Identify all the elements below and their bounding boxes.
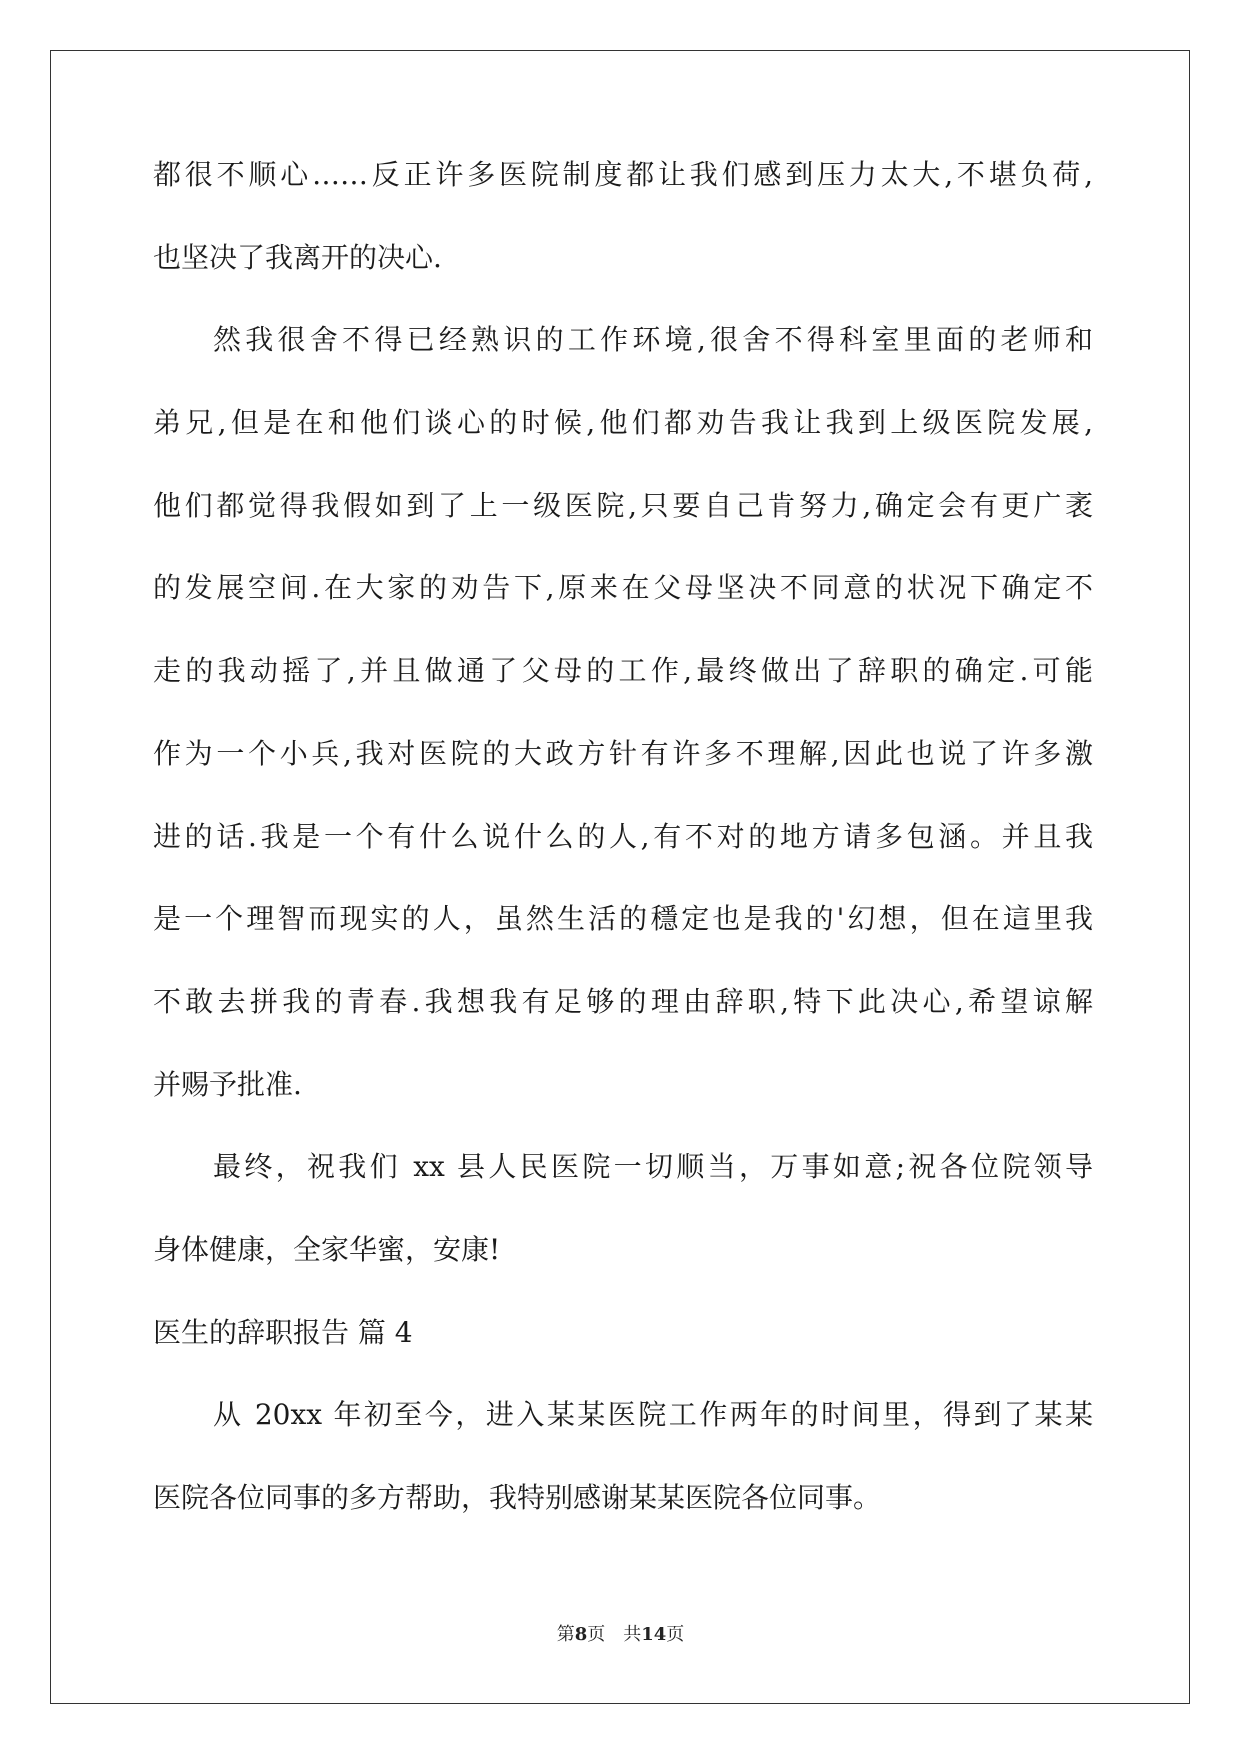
text-line: 弟兄,但是在和他们谈心的时候,他们都劝告我让我到上级医院发展, xyxy=(153,406,1093,440)
text-line: 从 20xx 年初至今，进入某某医院工作两年的时间里，得到了某某 xyxy=(213,1398,1093,1432)
text-line: 的发展空间.在大家的劝告下,原来在父母坚决不同意的状况下确定不 xyxy=(153,571,1093,605)
text-line: 不敢去拼我的青春.我想我有足够的理由辞职,特下此决心,希望谅解 xyxy=(153,984,1093,1018)
text-line: 作为一个小兵,我对医院的大政方针有许多不理解,因此也说了许多激 xyxy=(153,736,1093,770)
page-suffix: 页 xyxy=(587,1624,606,1645)
total-prefix: 共 xyxy=(623,1624,642,1645)
text-line: 是一个理智而现实的人，虽然生活的穩定也是我的'幻想，但在這里我 xyxy=(153,902,1093,936)
text-line: 医院各位同事的多方帮助，我特别感谢某某医院各位同事。 xyxy=(153,1481,882,1514)
text-line: 都很不顺心……反正许多医院制度都让我们感到压力太大,不堪负荷, xyxy=(153,158,1093,191)
text-line: 并赐予批准. xyxy=(153,1067,302,1101)
page-prefix: 第 xyxy=(556,1624,575,1645)
text-line: 最终，祝我们 xx 县人民医院一切顺当，万事如意;祝各位院领导 xyxy=(213,1150,1093,1184)
text-line: 然我很舍不得已经熟识的工作环境,很舍不得科室里面的老师和 xyxy=(213,323,1093,357)
text-line: 进的话.我是一个有什么说什么的人,有不对的地方请多包涵。并且我 xyxy=(153,819,1093,853)
text-line: 也坚决了我离开的决心. xyxy=(153,240,442,274)
total-suffix: 页 xyxy=(666,1624,685,1645)
section-heading: 医生的辞职报告 篇 4 xyxy=(153,1315,413,1349)
page-footer xyxy=(0,1620,1241,1646)
total-pages: 14 xyxy=(641,1624,667,1645)
document-body xyxy=(153,158,1093,1564)
text-line: 走的我动摇了,并且做通了父母的工作,最终做出了辞职的确定.可能 xyxy=(153,654,1093,688)
text-line: 他们都觉得我假如到了上一级医院,只要自己肯努力,确定会有更广袤 xyxy=(153,488,1093,522)
page-number: 8 xyxy=(574,1624,588,1645)
text-line: 身体健康，全家华蜜，安康! xyxy=(153,1232,501,1266)
